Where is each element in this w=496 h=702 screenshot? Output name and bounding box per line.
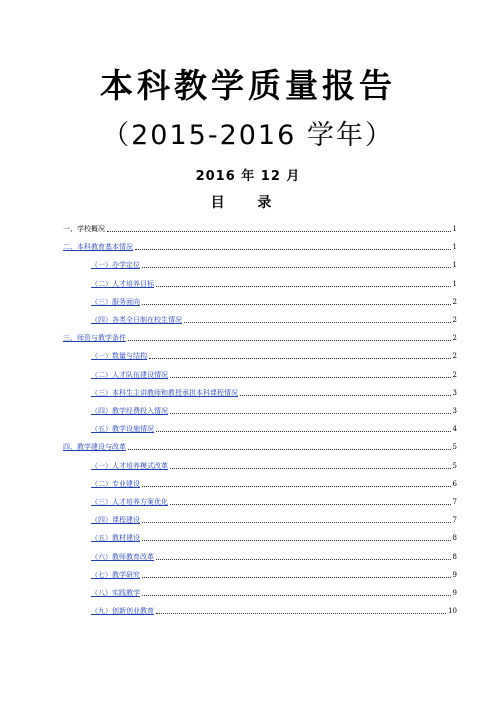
toc-entry-title[interactable]: （五）教材建设 [91,534,140,543]
toc-entry[interactable] [91,258,457,270]
toc-leader-dots [142,521,451,523]
toc-entry-title[interactable]: 一、学校概况 [63,225,105,233]
toc-entry-title[interactable]: （四）教学经费投入情况 [91,407,168,415]
toc-page-number: 1 [452,279,457,288]
toc-leader-dots [240,394,451,396]
toc-entry[interactable] [91,513,457,525]
toc-page-number: 2 [452,297,457,306]
toc-leader-dots [142,576,451,578]
toc-page-number: 5 [452,461,457,470]
toc-entry[interactable] [91,295,457,307]
document-title: 本科教学质量报告 [100,66,396,105]
toc-entry-title[interactable]: 三、师资与教学条件 [63,334,126,343]
toc-leader-dots [170,412,451,414]
toc-entry-title[interactable]: （二）人才培养目标 [91,279,154,288]
toc-page-number: 5 [452,443,457,452]
toc-leader-dots [170,503,451,505]
toc-leader-dots [142,303,451,305]
toc-page-number: 2 [452,316,457,324]
toc-entry-title[interactable]: （一）办学定位 [91,261,140,270]
toc-page-number: 7 [452,498,457,506]
toc-entry[interactable] [91,604,457,616]
toc-entry-title[interactable]: 四、教学建设与改革 [63,443,126,452]
toc-leader-dots [156,612,446,614]
toc-page-number: 7 [452,516,457,525]
toc-entry[interactable] [63,222,457,234]
toc-leader-dots [142,485,451,487]
toc-leader-dots [149,357,451,359]
toc-leader-dots [156,430,451,432]
toc-leader-dots [142,539,451,541]
toc-entry-title[interactable]: （三）人才培养方案优化 [91,498,168,506]
toc-entry[interactable] [63,440,457,452]
toc-leader-dots [128,448,451,450]
toc-page-number: 9 [452,589,457,597]
toc-page-number: 1 [452,243,457,252]
toc-entry-title[interactable]: （三）服务面向 [91,297,140,306]
toc-page-number: 10 [448,607,457,616]
toc-entry[interactable] [91,459,457,471]
toc-leader-dots [107,230,451,232]
document-subtitle: （2015-2016 学年） [102,120,394,151]
toc-entry[interactable] [91,313,457,325]
toc-entry[interactable] [91,477,457,489]
toc-entry[interactable] [91,531,457,543]
toc-entry-title[interactable]: （五）教学设施情况 [91,425,154,434]
toc-entry-title[interactable]: （六）教师教育改革 [91,552,154,561]
toc-entry[interactable] [63,240,457,252]
toc-entry-title[interactable]: （一）数量与结构 [91,352,147,361]
toc-page-number: 1 [452,261,457,270]
toc-leader-dots [156,285,451,287]
toc-page-number: 2 [452,352,457,361]
toc-leader-dots [170,467,451,469]
toc-leader-dots [156,558,451,560]
toc-page-number: 8 [452,534,457,543]
toc-page-number: 3 [452,388,457,397]
toc-entry-title[interactable]: （二）人才队伍建设情况 [91,370,168,379]
toc-entry[interactable] [91,495,457,507]
toc-entry[interactable] [91,277,457,289]
toc-entry[interactable] [91,568,457,580]
toc-entry[interactable] [91,349,457,361]
toc-entry-title[interactable]: （七）教学研究 [91,570,140,579]
toc-entry[interactable] [63,331,457,343]
toc-entry[interactable] [91,586,457,598]
toc-entry-title[interactable]: （三）本科生主讲教师和教授承担本科课程情况 [91,388,238,397]
toc-leader-dots [170,376,451,378]
toc-heading: 目 录 [210,195,286,211]
toc-page-number: 2 [452,334,457,343]
toc-entry-title[interactable]: （四）各类全日制在校生情况 [91,316,182,324]
toc-entry-title[interactable]: 二、本科教育基本情况 [63,243,133,252]
toc-leader-dots [184,321,451,323]
toc-page-number: 2 [452,370,457,379]
toc-page-number: 3 [452,407,457,415]
toc-entry-title[interactable]: （一）人才培养模式改革 [91,461,168,470]
toc-entry-title[interactable]: （九）创新创业教育 [91,607,154,616]
toc-page-number: 4 [452,425,457,434]
toc-leader-dots [142,594,451,596]
toc-page-number: 1 [452,225,457,233]
toc-entry[interactable] [91,550,457,562]
toc-entry-title[interactable]: （四）课程建设 [91,516,140,525]
toc-entry-title[interactable]: （八）实践教学 [91,589,140,597]
toc-entry[interactable] [91,404,457,416]
toc-page-number: 9 [452,570,457,579]
toc-entry[interactable] [91,422,457,434]
toc-page-number: 8 [452,552,457,561]
toc-page-number: 6 [452,479,457,488]
toc-entry[interactable] [91,368,457,380]
toc-leader-dots [128,339,451,341]
toc-entry[interactable] [91,386,457,398]
toc-entry-title[interactable]: （二）专业建设 [91,479,140,488]
document-date: 2016 年 12 月 [195,169,301,184]
toc-leader-dots [142,266,451,268]
toc-leader-dots [135,248,451,250]
